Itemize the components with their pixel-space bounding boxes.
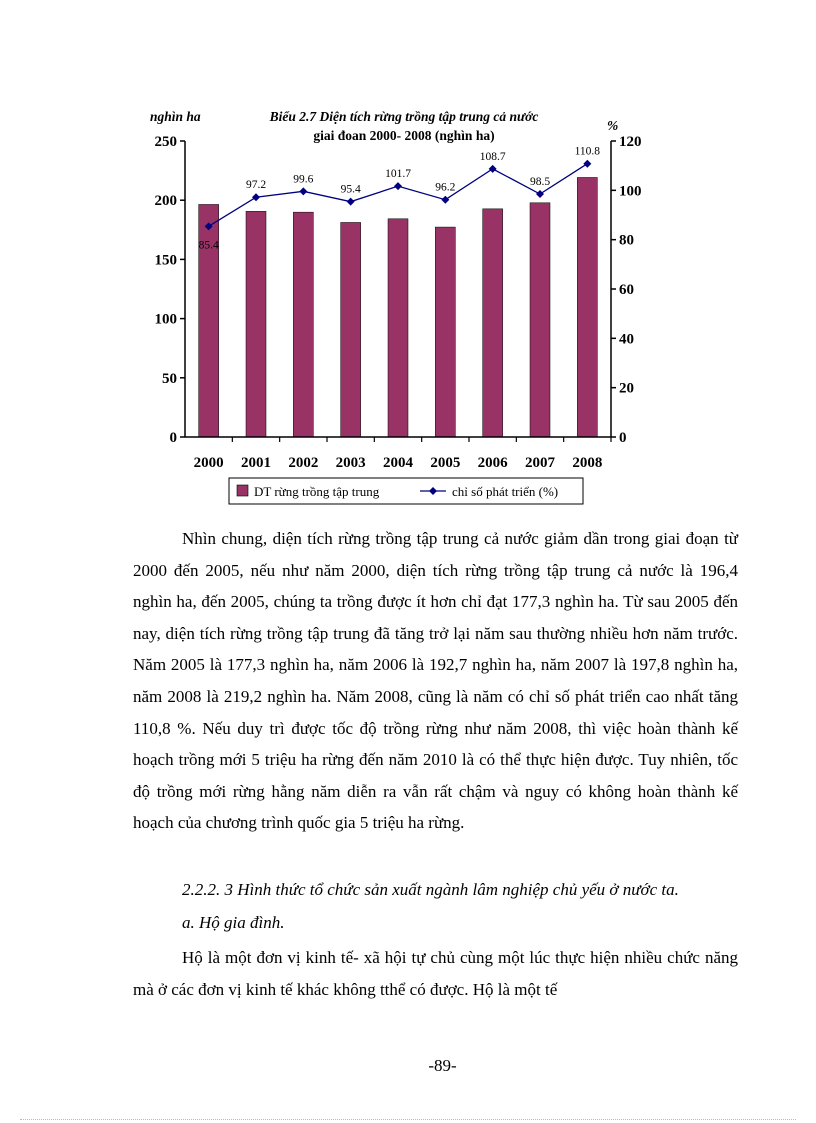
index-data-label-2005: 96.2 xyxy=(435,181,456,194)
bar-2004 xyxy=(388,219,408,437)
page-number: -89- xyxy=(428,1056,457,1075)
bar-2003 xyxy=(341,222,361,437)
index-marker-2007 xyxy=(536,190,544,198)
left-tick-label: 50 xyxy=(162,370,177,387)
left-axis xyxy=(155,134,186,446)
index-data-label-2003: 95.4 xyxy=(340,183,361,196)
index-marker-2008 xyxy=(583,160,591,168)
x-tick-label-2006: 2006 xyxy=(477,455,508,471)
x-tick-label-2004: 2004 xyxy=(383,455,413,471)
bar-2001 xyxy=(246,211,266,437)
x-axis xyxy=(194,437,611,471)
chart-legend xyxy=(229,478,583,504)
bar-2005 xyxy=(435,227,455,437)
index-data-label-2008: 110.8 xyxy=(574,145,601,158)
left-tick-label: 200 xyxy=(154,193,177,210)
left-tick-label: 250 xyxy=(154,134,177,150)
legend-bar-label: DT rừng trồng tập trung xyxy=(254,484,380,499)
right-tick-label: 80 xyxy=(619,232,634,249)
right-tick-label: 20 xyxy=(619,380,634,397)
bar-2006 xyxy=(483,209,503,437)
chart-title-line2: giai đoan 2000- 2008 (nghìn ha) xyxy=(313,128,495,143)
bar-2008 xyxy=(577,177,597,437)
right-tick-label: 40 xyxy=(619,331,634,348)
body-paragraph-2: Hộ là một đơn vị kinh tế- xã hội tự chủ cùng một lúc thực hiện nhiều chức năng mà ở các đơn vị kinh tế khác không tthể có được. Hộ là một tế xyxy=(133,948,738,999)
page-divider xyxy=(20,1119,796,1120)
index-marker-2003 xyxy=(347,198,355,206)
x-tick-label-2008: 2008 xyxy=(572,455,603,471)
bar-2002 xyxy=(293,212,313,437)
index-data-label-2000: 85.4 xyxy=(198,239,219,252)
x-tick-label-2000: 2000 xyxy=(193,455,224,471)
left-tick-label: 100 xyxy=(154,311,177,328)
index-marker-2004 xyxy=(394,182,402,190)
right-axis xyxy=(611,134,642,446)
bar-2007 xyxy=(530,203,550,437)
index-marker-2005 xyxy=(441,196,449,204)
index-marker-2006 xyxy=(489,165,497,173)
forest-area-chart xyxy=(0,0,816,520)
index-data-label-2001: 97.2 xyxy=(245,179,267,192)
index-marker-2002 xyxy=(299,187,307,195)
x-tick-label-2007: 2007 xyxy=(525,455,555,471)
index-marker-2001 xyxy=(252,193,260,201)
right-tick-label: 120 xyxy=(619,134,642,150)
right-tick-label: 0 xyxy=(619,430,627,446)
index-data-label-2006: 108.7 xyxy=(479,150,506,163)
bar-series xyxy=(199,177,598,437)
section-heading: 2.2.2. 3 Hình thức tổ chức sản xuất ngành lâm nghiệp chủ yếu ở nước ta. xyxy=(182,880,679,899)
left-axis-unit-label: nghìn ha xyxy=(150,109,201,124)
index-data-label-2002: 99.6 xyxy=(293,173,314,186)
sub-heading: a. Hộ gia đình. xyxy=(182,913,285,932)
x-tick-label-2003: 2003 xyxy=(335,455,366,471)
right-axis-unit-label: % xyxy=(607,118,619,133)
left-tick-label: 150 xyxy=(154,252,177,269)
right-tick-label: 100 xyxy=(619,183,642,200)
x-tick-label-2005: 2005 xyxy=(430,455,461,471)
body-paragraph-1: Nhìn chung, diện tích rừng trồng tập trung cả nước giảm dần trong giai đoạn từ 2000 đến 2005, nếu như năm 2000, diện tích rừng trồng tập trung cả nước là 196,4 nghìn ha, đến 2005, chúng ta trồng được ít hơn chỉ đạt 177,3 nghìn ha. Từ sau 2005 đến nay, diện tích rừng trồng tập trung đã tăng trở lại năm sau thường nhiều hơn năm trước. Năm 2005 là 177,3 nghìn ha, năm 2006 là 192,7 nghìn ha, năm 2007 là 197,8 nghìn ha, năm 2008 là 219,2 nghìn ha. Năm 2008, cũng là năm có chỉ số phát triển cao nhất tăng 110,8 %. Nếu duy trì được tốc độ trồng rừng như năm 2008, thì việc hoàn thành kế hoạch trồng mới 5 triệu ha rừng đến năm 2010 là có thể thực hiện được. Tuy nhiên, tốc độ trồng mới rừng hằng năm diễn ra vẫn rất chậm và nguy có không hoàn thành kế hoạch của chương trình quốc gia 5 triệu ha rừng. xyxy=(133,529,738,833)
chart-title-line1: Biểu 2.7 Diện tích rừng trồng tập trung cả nước xyxy=(269,109,539,124)
legend-line-label: chỉ số phát triển (%) xyxy=(452,484,559,499)
index-data-label-2007: 98.5 xyxy=(529,176,551,189)
legend-bar-swatch xyxy=(237,485,248,496)
right-tick-label: 60 xyxy=(619,282,634,298)
x-tick-label-2002: 2002 xyxy=(288,455,319,471)
index-data-label-2004: 101.7 xyxy=(385,168,411,181)
left-tick-label: 0 xyxy=(169,430,177,446)
x-tick-label-2001: 2001 xyxy=(241,455,271,471)
